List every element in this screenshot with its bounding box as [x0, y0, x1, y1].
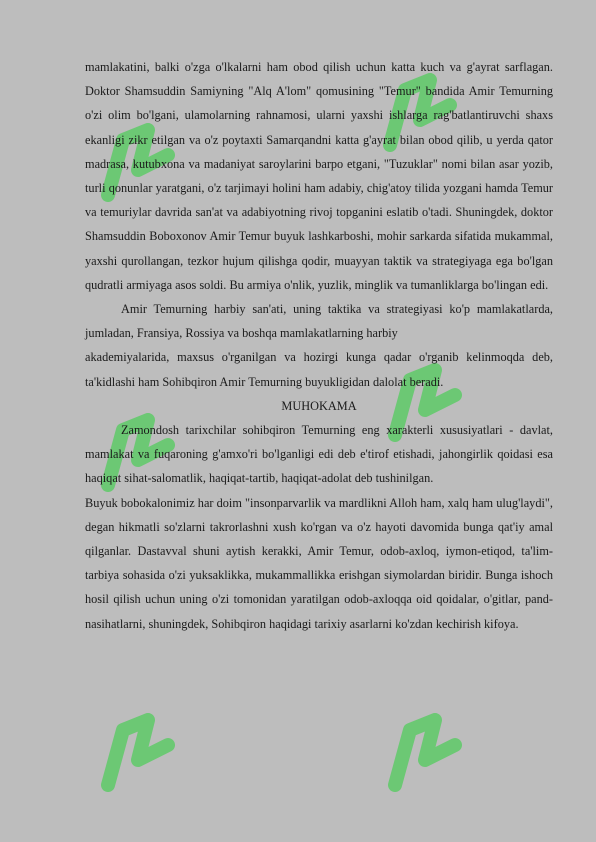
watermark-icon: [365, 690, 475, 810]
watermark-icon: [78, 690, 188, 810]
paragraph: Zamondosh tarixchilar sohibqiron Temurning eng xarakterli xususiyatlari - davlat, mamlakat va fuqaroning g'amxo'ri bo'lganligi edi deb e'tirof etishadi, jahongirlik qoidasi esa haqiqat sihat-salomatlik, haqiqat-tartib, haqiqat-adolat deb tushinilgan.: [85, 423, 553, 486]
paragraph: akademiyalarida, maxsus o'rganilgan va hozirgi kunga qadar o'rganib kelinmoqda deb, ta'kidlashi ham Sohibqiron Amir Temurning buyukligidan dalolat beradi.: [85, 350, 553, 389]
paragraph: mamlakatini, balki o'zga o'lkalarni ham obod qilish uchun katta kuch va g'ayrat sarflagan. Doktor Shamsuddin Samiyning "Alq A'lom" qomusining "Temur" bandida Amir Temurning o'zi olim bo'lgani, ulamolarning rahnamosi, ularni yaxshi ishlarga rag'batlantiruvchi shaxs ekanligi zikr etilgan va o'z poytaxti Samarqandni katta g'ayrat bilan obod qilib, u yerda qator madrasa, kutubxona va madaniyat saroylarini barpo etgani, "Tuzuklar" nomi bilan asar yozib, turli qonunlar yaratgani, o'z tarjimayi holini ham adabiy, chig'atoy tilida yozgani hamda Temur va temuriylar davrida san'at va adabiyotning rivoj topganini eslatib o'tadi. Shuningdek, doktor Shamsuddin Boboxonov Amir Temur buyuk lashkarboshi, mohir sarkarda sifatida mukammal, yaxshi qurollangan, tezkor hujum qilishga qodir, muayyan taktik va strategiyaga ega bo'lgan qudratli armiyaga asos soldi. Bu armiya o'nlik, yuzlik, minglik va tumanliklarga bo'lingan edi.: [85, 60, 553, 292]
paragraph: Amir Temurning harbiy san'ati, uning taktika va strategiyasi ko'p mamlakatlarda, jumladan, Fransiya, Rossiya va boshqa mamlakatlarning harbiy: [85, 302, 553, 341]
paragraph: Buyuk bobokalonimiz har doim "insonparvarlik va mardlikni Alloh ham, xalq ham ulug'laydi", degan hikmatli so'zlarni takrorlashni xush ko'rgan va o'z hayoti davomida bunga qat'iy amal qilganlar. Dastavval shuni aytish kerakki, Amir Temur, odob-axloq, iymon-etiqod, ta'lim-tarbiya sohasida o'zi yuksaklikka, mukammallikka erishgan siymolardan biridir. Bunga ishoch hosil qilish uchun uning o'zi tomonidan yaratilgan odob-axloqqa oid qoidalar, o'gitlar, pand-nasihatlarni, shuningdek, Sohibqiron haqidagi tarixiy asarlarni ko'zdan kechirish kifoya.: [85, 495, 553, 631]
section-heading: MUHOKAMA: [281, 398, 357, 413]
document-body: [85, 55, 553, 636]
